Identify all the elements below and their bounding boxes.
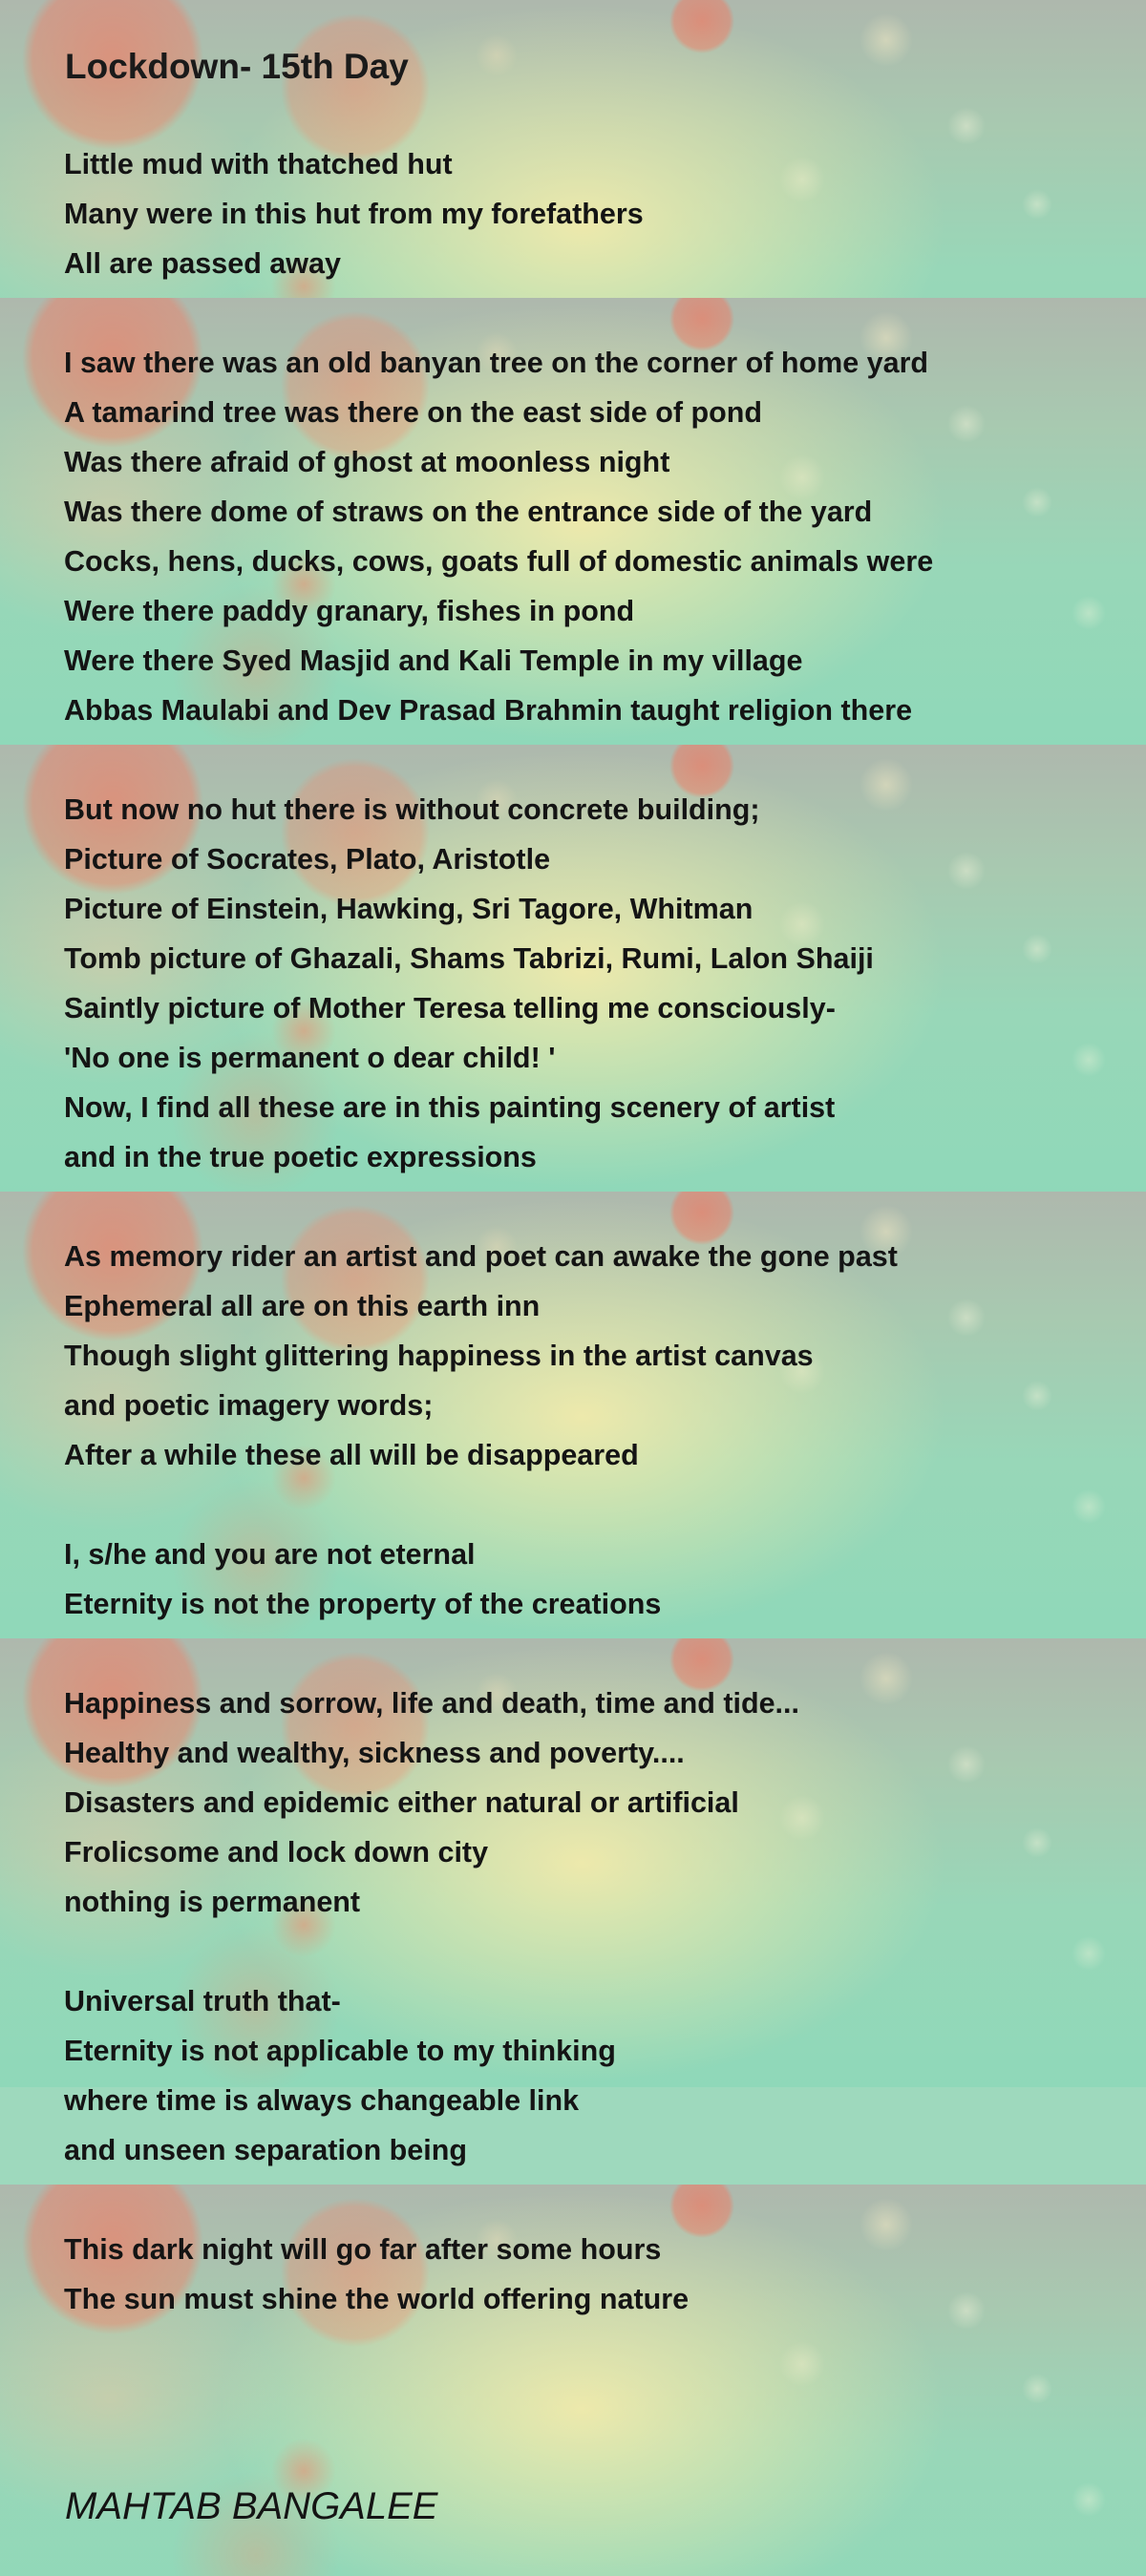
poem-line: Were there paddy granary, fishes in pond bbox=[64, 595, 635, 627]
poem-line: Eternity is not the property of the creations bbox=[64, 1588, 662, 1620]
poem-line: Saintly picture of Mother Teresa telling me consciously- bbox=[64, 992, 836, 1024]
poem-line: 'No one is permanent o dear child! ' bbox=[64, 1042, 556, 1074]
poem-line: Healthy and wealthy, sickness and poverty.... bbox=[64, 1737, 685, 1769]
poem-line: Cocks, hens, ducks, cows, goats full of domestic animals were bbox=[64, 545, 934, 578]
poem-line: Abbas Maulabi and Dev Prasad Brahmin taught religion there bbox=[64, 694, 913, 727]
poem-line: All are passed away bbox=[64, 247, 341, 280]
poem-line: But now no hut there is without concrete building; bbox=[64, 793, 760, 826]
poem-line: Was there dome of straws on the entrance side of the yard bbox=[64, 496, 873, 528]
poem-line: Picture of Einstein, Hawking, Sri Tagore, Whitman bbox=[64, 893, 753, 925]
poem-line: and in the true poetic expressions bbox=[64, 1141, 537, 1173]
poem-line: Universal truth that- bbox=[64, 1985, 341, 2017]
poem-author: MAHTAB BANGALEE bbox=[65, 2485, 438, 2527]
poem-line: Eternity is not applicable to my thinking bbox=[64, 2035, 616, 2067]
poem-line: Frolicsome and lock down city bbox=[64, 1836, 489, 1869]
poem-line: The sun must shine the world offering nature bbox=[64, 2283, 690, 2315]
poem-title: Lockdown- 15th Day bbox=[65, 47, 409, 86]
poem-line: Tomb picture of Ghazali, Shams Tabrizi, Rumi, Lalon Shaiji bbox=[64, 942, 874, 975]
poem-line: Though slight glittering happiness in the artist canvas bbox=[64, 1340, 814, 1372]
poem-line: Little mud with thatched hut bbox=[64, 148, 453, 180]
poem-line: and poetic imagery words; bbox=[64, 1389, 434, 1422]
poem-line: As memory rider an artist and poet can awake the gone past bbox=[64, 1240, 898, 1273]
poem-line: Now, I find all these are in this painting scenery of artist bbox=[64, 1091, 836, 1124]
poem-line: Picture of Socrates, Plato, Aristotle bbox=[64, 843, 551, 876]
poem-line: I saw there was an old banyan tree on the corner of home yard bbox=[64, 347, 929, 379]
poem-line: nothing is permanent bbox=[64, 1886, 361, 1918]
poem-line: Ephemeral all are on this earth inn bbox=[64, 1290, 541, 1322]
poem-line: Many were in this hut from my forefathers bbox=[64, 198, 644, 230]
poem-line: I, s/he and you are not eternal bbox=[64, 1538, 476, 1571]
poem-line: Were there Syed Masjid and Kali Temple in my village bbox=[64, 644, 803, 677]
poem-line: Happiness and sorrow, life and death, time and tide... bbox=[64, 1687, 799, 1720]
poem-line: This dark night will go far after some hours bbox=[64, 2233, 662, 2266]
poem-line: where time is always changeable link bbox=[64, 2084, 580, 2117]
poem-line: and unseen separation being bbox=[64, 2134, 467, 2166]
poem-line: A tamarind tree was there on the east side of pond bbox=[64, 396, 763, 429]
poem-line: Was there afraid of ghost at moonless night bbox=[64, 446, 670, 478]
poem-line: Disasters and epidemic either natural or artificial bbox=[64, 1786, 739, 1819]
poem-line: After a while these all will be disappeared bbox=[64, 1439, 639, 1471]
